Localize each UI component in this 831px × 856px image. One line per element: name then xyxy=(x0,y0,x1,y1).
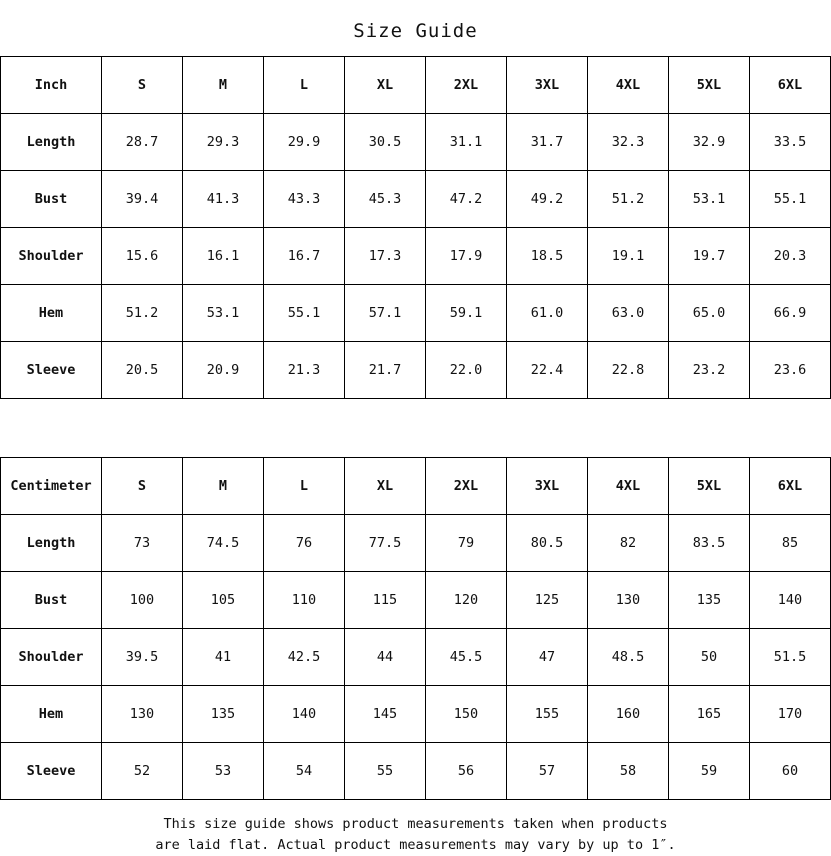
cell: 55.1 xyxy=(750,171,831,228)
cell: 43.3 xyxy=(264,171,345,228)
cell: 28.7 xyxy=(102,114,183,171)
cell: 19.1 xyxy=(588,228,669,285)
cell: 51.5 xyxy=(750,629,831,686)
cell: 130 xyxy=(588,572,669,629)
cell: 22.8 xyxy=(588,342,669,399)
cell: 39.4 xyxy=(102,171,183,228)
cell: 100 xyxy=(102,572,183,629)
cell: 51.2 xyxy=(102,285,183,342)
cell: 49.2 xyxy=(507,171,588,228)
cell: 16.7 xyxy=(264,228,345,285)
cell: 30.5 xyxy=(345,114,426,171)
cell: 60 xyxy=(750,743,831,800)
size-header-5xl: 5XL xyxy=(669,57,750,114)
cell: 110 xyxy=(264,572,345,629)
table-row xyxy=(1,342,831,399)
cell: 54 xyxy=(264,743,345,800)
cell: 23.2 xyxy=(669,342,750,399)
cell: 150 xyxy=(426,686,507,743)
table-header-row xyxy=(1,458,831,515)
cell: 17.3 xyxy=(345,228,426,285)
cell: 41.3 xyxy=(183,171,264,228)
table-row xyxy=(1,285,831,342)
cell: 23.6 xyxy=(750,342,831,399)
footnote-line-1: This size guide shows product measurements taken when products xyxy=(163,816,668,832)
cell: 61.0 xyxy=(507,285,588,342)
unit-header-centimeter: Centimeter xyxy=(1,458,102,515)
cell: 45.3 xyxy=(345,171,426,228)
cell: 125 xyxy=(507,572,588,629)
cell: 42.5 xyxy=(264,629,345,686)
cell: 58 xyxy=(588,743,669,800)
size-header-2xl: 2XL xyxy=(426,57,507,114)
cell: 53.1 xyxy=(183,285,264,342)
cell: 53.1 xyxy=(669,171,750,228)
measure-label-sleeve: Sleeve xyxy=(1,342,102,399)
size-header-s: S xyxy=(102,458,183,515)
measure-label-hem: Hem xyxy=(1,686,102,743)
size-header-l: L xyxy=(264,458,345,515)
size-header-6xl: 6XL xyxy=(750,458,831,515)
cell: 33.5 xyxy=(750,114,831,171)
cell: 105 xyxy=(183,572,264,629)
measure-label-length: Length xyxy=(1,114,102,171)
size-header-m: M xyxy=(183,57,264,114)
cell: 45.5 xyxy=(426,629,507,686)
size-header-5xl: 5XL xyxy=(669,458,750,515)
size-header-xl: XL xyxy=(345,57,426,114)
cell: 20.5 xyxy=(102,342,183,399)
size-header-l: L xyxy=(264,57,345,114)
measure-label-shoulder: Shoulder xyxy=(1,228,102,285)
cell: 21.7 xyxy=(345,342,426,399)
cell: 120 xyxy=(426,572,507,629)
cell: 80.5 xyxy=(507,515,588,572)
cell: 20.3 xyxy=(750,228,831,285)
size-header-m: M xyxy=(183,458,264,515)
size-header-s: S xyxy=(102,57,183,114)
measure-label-sleeve: Sleeve xyxy=(1,743,102,800)
cell: 31.1 xyxy=(426,114,507,171)
cell: 160 xyxy=(588,686,669,743)
cell: 76 xyxy=(264,515,345,572)
cell: 19.7 xyxy=(669,228,750,285)
cell: 59 xyxy=(669,743,750,800)
cell: 47 xyxy=(507,629,588,686)
cell: 130 xyxy=(102,686,183,743)
cell: 15.6 xyxy=(102,228,183,285)
size-guide-footnote xyxy=(0,800,831,856)
measure-label-length: Length xyxy=(1,515,102,572)
table-row xyxy=(1,171,831,228)
cell: 82 xyxy=(588,515,669,572)
cell: 63.0 xyxy=(588,285,669,342)
table-header-row xyxy=(1,57,831,114)
table-row xyxy=(1,572,831,629)
measure-label-bust: Bust xyxy=(1,572,102,629)
cell: 57 xyxy=(507,743,588,800)
cell: 32.9 xyxy=(669,114,750,171)
cell: 18.5 xyxy=(507,228,588,285)
cell: 170 xyxy=(750,686,831,743)
cell: 140 xyxy=(750,572,831,629)
cell: 51.2 xyxy=(588,171,669,228)
cell: 20.9 xyxy=(183,342,264,399)
cell: 115 xyxy=(345,572,426,629)
size-header-4xl: 4XL xyxy=(588,57,669,114)
measure-label-hem: Hem xyxy=(1,285,102,342)
cell: 22.4 xyxy=(507,342,588,399)
cell: 29.3 xyxy=(183,114,264,171)
table-row xyxy=(1,743,831,800)
cell: 57.1 xyxy=(345,285,426,342)
table-separator xyxy=(0,399,831,457)
size-header-6xl: 6XL xyxy=(750,57,831,114)
cell: 22.0 xyxy=(426,342,507,399)
cell: 17.9 xyxy=(426,228,507,285)
cell: 77.5 xyxy=(345,515,426,572)
table-row xyxy=(1,228,831,285)
footnote-line-2: are laid flat. Actual product measurements may vary by up to 1″. xyxy=(155,837,676,853)
cell: 79 xyxy=(426,515,507,572)
cell: 53 xyxy=(183,743,264,800)
cell: 39.5 xyxy=(102,629,183,686)
table-row xyxy=(1,686,831,743)
measure-label-shoulder: Shoulder xyxy=(1,629,102,686)
cell: 135 xyxy=(183,686,264,743)
cell: 85 xyxy=(750,515,831,572)
cell: 83.5 xyxy=(669,515,750,572)
inch-size-table xyxy=(0,56,831,399)
cell: 74.5 xyxy=(183,515,264,572)
cell: 65.0 xyxy=(669,285,750,342)
measure-label-bust: Bust xyxy=(1,171,102,228)
cell: 59.1 xyxy=(426,285,507,342)
table-row xyxy=(1,114,831,171)
size-header-3xl: 3XL xyxy=(507,458,588,515)
cell: 145 xyxy=(345,686,426,743)
cell: 16.1 xyxy=(183,228,264,285)
cell: 29.9 xyxy=(264,114,345,171)
size-header-4xl: 4XL xyxy=(588,458,669,515)
size-header-xl: XL xyxy=(345,458,426,515)
cell: 48.5 xyxy=(588,629,669,686)
cell: 55.1 xyxy=(264,285,345,342)
cell: 31.7 xyxy=(507,114,588,171)
unit-header-inch: Inch xyxy=(1,57,102,114)
page-title: Size Guide xyxy=(353,20,478,42)
cell: 135 xyxy=(669,572,750,629)
cell: 165 xyxy=(669,686,750,743)
cell: 21.3 xyxy=(264,342,345,399)
cell: 140 xyxy=(264,686,345,743)
cell: 155 xyxy=(507,686,588,743)
cell: 56 xyxy=(426,743,507,800)
size-header-2xl: 2XL xyxy=(426,458,507,515)
cell: 44 xyxy=(345,629,426,686)
cell: 52 xyxy=(102,743,183,800)
cell: 41 xyxy=(183,629,264,686)
size-header-3xl: 3XL xyxy=(507,57,588,114)
centimeter-size-table xyxy=(0,457,831,800)
cell: 73 xyxy=(102,515,183,572)
cell: 47.2 xyxy=(426,171,507,228)
table-row xyxy=(1,629,831,686)
cell: 66.9 xyxy=(750,285,831,342)
cell: 55 xyxy=(345,743,426,800)
cell: 32.3 xyxy=(588,114,669,171)
cell: 50 xyxy=(669,629,750,686)
table-row xyxy=(1,515,831,572)
